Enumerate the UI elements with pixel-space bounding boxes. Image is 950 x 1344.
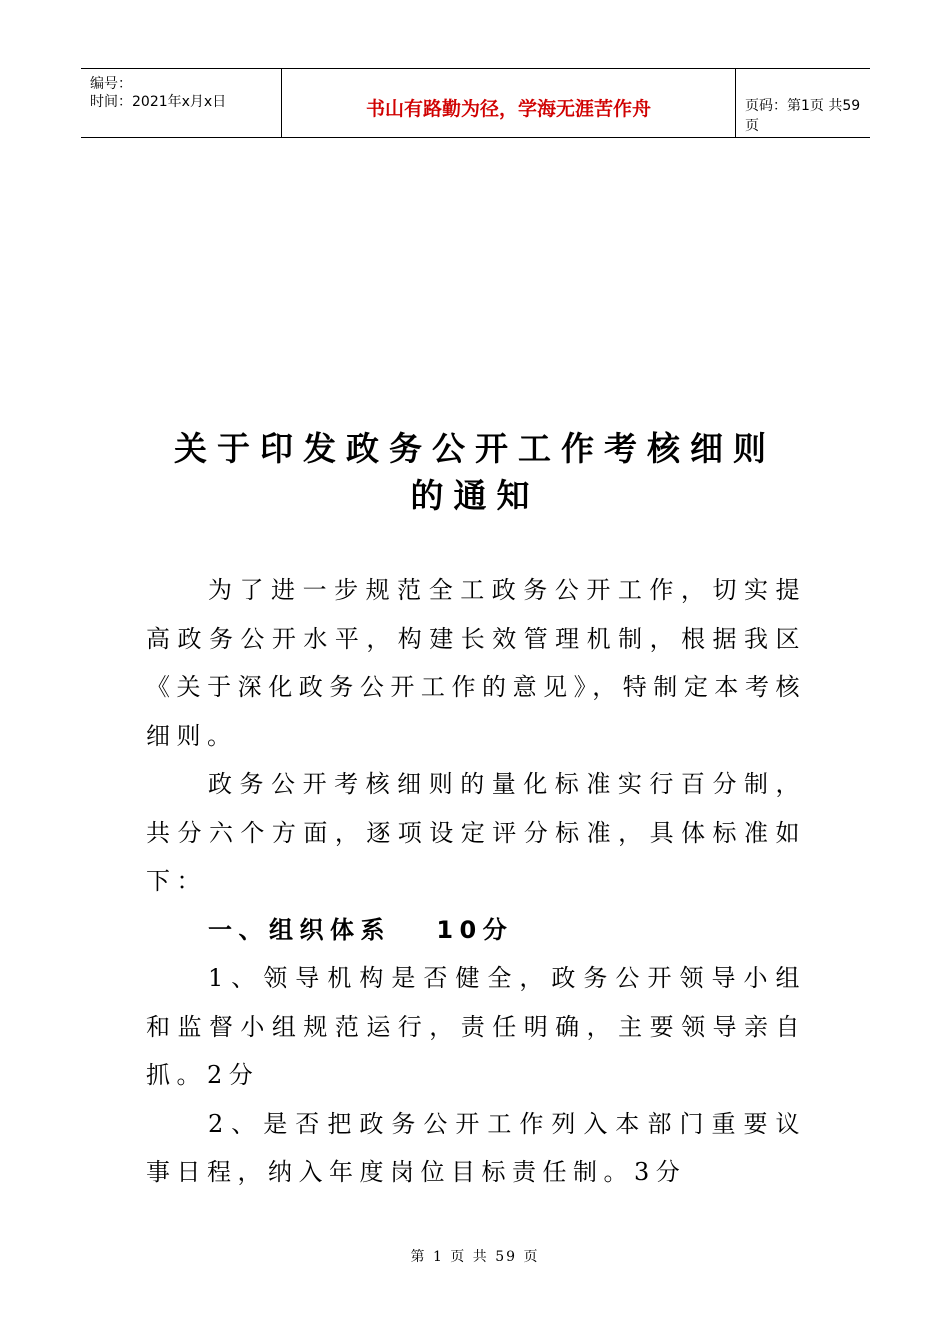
page-info: 页码：第1页 共59页 [745,98,861,134]
item-1: 1、领导机构是否健全，政务公开领导小组和监督小组规范运行，责任明确，主要领导亲自抓。2分 [146,964,806,1089]
document-body [146,566,806,1197]
document-title-line2: 的通知 [410,476,540,515]
header-left-cell [81,69,281,137]
section-heading: 一、组织体系 10分 [208,915,514,944]
header-table [81,68,870,138]
paragraph-scoring: 政务公开考核细则的量化标准实行百分制，共分六个方面，逐项设定评分标准，具体标准如下： [146,770,806,895]
motto: 书山有路勤为径，学海无涯苦作舟 [365,98,651,120]
document-title-line1: 关于印发政务公开工作考核细则 [174,429,776,468]
serial-label: 编号： [90,76,132,92]
paragraph-intro: 为了进一步规范全工政务公开工作，切实提高政务公开水平，构建长效管理机制，根据我区《关于深化政务公开工作的意见》，特制定本考核细则。 [146,576,806,750]
header-center-cell [281,69,736,137]
item-2: 2、是否把政务公开工作列入本部门重要议事日程，纳入年度岗位目标责任制。3分 [146,1109,806,1186]
time-label: 时间：2021年x月x日 [90,94,227,110]
page-footer: 第 1 页 共 59 页 [410,1249,540,1265]
header-right-cell [735,69,870,137]
